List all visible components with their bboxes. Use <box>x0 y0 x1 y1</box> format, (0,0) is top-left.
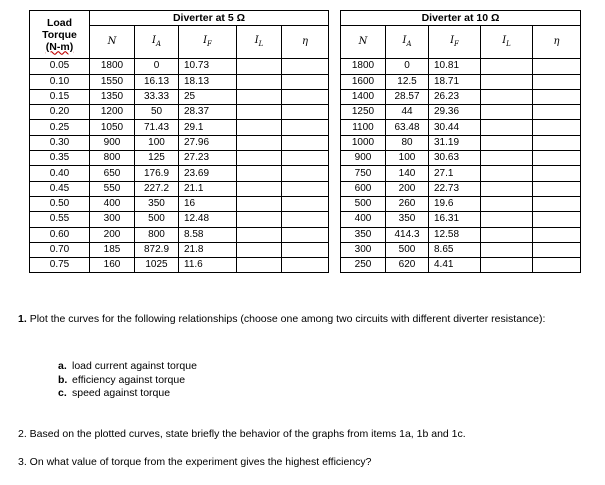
table-cell-ia2: 100 <box>386 151 429 166</box>
table-cell-if2: 26.23 <box>429 89 481 104</box>
table-cell-il1 <box>237 74 282 89</box>
table-cell-n1: 200 <box>90 227 135 242</box>
table-cell-ia1: 176.9 <box>135 166 179 181</box>
table-cell-eta2 <box>533 135 581 150</box>
table-cell-il2 <box>481 120 533 135</box>
table-cell-il1 <box>237 151 282 166</box>
table-cell-ia1: 227.2 <box>135 181 179 196</box>
table-cell-t: 0.35 <box>30 151 90 166</box>
table-cell-t: 0.40 <box>30 166 90 181</box>
table-cell-eta1 <box>282 151 329 166</box>
table-cell-if1: 16 <box>179 196 237 211</box>
load-current-header: $I_L$ <box>481 26 533 59</box>
table-cell-n2: 900 <box>341 151 386 166</box>
table-cell-ia2: 350 <box>386 212 429 227</box>
table-gap <box>329 212 341 227</box>
table-cell-n2: 500 <box>341 196 386 211</box>
table-cell-n1: 1550 <box>90 74 135 89</box>
table-cell-eta2 <box>533 120 581 135</box>
table-row <box>30 242 581 257</box>
table-gap <box>329 181 341 196</box>
question-3: 3. On what value of torque from the experiment gives the highest efficiency? <box>18 456 372 468</box>
table-gap <box>329 135 341 150</box>
table-row <box>30 120 581 135</box>
table-gap <box>329 151 341 166</box>
efficiency-header: η <box>282 26 329 59</box>
table-cell-n1: 185 <box>90 242 135 257</box>
table-gap <box>329 74 341 89</box>
table-cell-n2: 1600 <box>341 74 386 89</box>
table-cell-n2: 300 <box>341 242 386 257</box>
table-row <box>30 135 581 150</box>
table-cell-t: 0.15 <box>30 89 90 104</box>
table-cell-eta2 <box>533 242 581 257</box>
table-cell-eta2 <box>533 105 581 120</box>
table-cell-n2: 600 <box>341 181 386 196</box>
list-item: c. speed against torque <box>58 387 171 399</box>
list-item: a. load current against torque <box>58 360 197 372</box>
table-row <box>30 105 581 120</box>
table-cell-eta2 <box>533 74 581 89</box>
table-gap <box>329 242 341 257</box>
table-cell-ia2: 140 <box>386 166 429 181</box>
table-cell-if1: 29.1 <box>179 120 237 135</box>
table-cell-il2 <box>481 135 533 150</box>
armature-current-header: $I_A$ <box>386 26 429 59</box>
table-cell-eta1 <box>282 227 329 242</box>
table-cell-t: 0.60 <box>30 227 90 242</box>
table-cell-if1: 8.58 <box>179 227 237 242</box>
table-gap <box>329 89 341 104</box>
table-cell-ia1: 872.9 <box>135 242 179 257</box>
table-gap <box>329 227 341 242</box>
table-cell-il2 <box>481 212 533 227</box>
table-cell-n1: 1050 <box>90 120 135 135</box>
table-cell-eta1 <box>282 212 329 227</box>
table-cell-t: 0.50 <box>30 196 90 211</box>
table-cell-t: 0.10 <box>30 74 90 89</box>
table-cell-if1: 25 <box>179 89 237 104</box>
table-cell-eta1 <box>282 59 329 74</box>
table-row <box>30 74 581 89</box>
table-cell-if2: 31.19 <box>429 135 481 150</box>
table-cell-n2: 350 <box>341 227 386 242</box>
table-cell-eta1 <box>282 74 329 89</box>
table-cell-t: 0.45 <box>30 181 90 196</box>
table-cell-il2 <box>481 89 533 104</box>
table-cell-n1: 1200 <box>90 105 135 120</box>
question-1: 1. Plot the curves for the following relationships (choose one among two circuits with different diverter resistance): <box>18 313 546 325</box>
table-cell-il1 <box>237 120 282 135</box>
table-cell-if2: 12.58 <box>429 227 481 242</box>
diverter-10-header: Diverter at 10 Ω <box>341 11 581 26</box>
table-cell-if2: 22.73 <box>429 181 481 196</box>
table-cell-if2: 30.63 <box>429 151 481 166</box>
table-cell-if1: 21.8 <box>179 242 237 257</box>
speed-header: N <box>341 26 386 59</box>
table-cell-ia2: 620 <box>386 258 429 273</box>
table-cell-eta2 <box>533 89 581 104</box>
table-cell-ia1: 50 <box>135 105 179 120</box>
table-cell-il2 <box>481 151 533 166</box>
table-cell-ia2: 63.48 <box>386 120 429 135</box>
table-gap <box>329 196 341 211</box>
table-cell-ia1: 350 <box>135 196 179 211</box>
table-cell-n2: 1800 <box>341 59 386 74</box>
table-cell-ia2: 28.57 <box>386 89 429 104</box>
table-cell-n2: 1100 <box>341 120 386 135</box>
load-current-header: $I_L$ <box>237 26 282 59</box>
table-cell-il1 <box>237 105 282 120</box>
table-cell-ia2: 80 <box>386 135 429 150</box>
table-cell-n1: 550 <box>90 181 135 196</box>
table-row <box>30 89 581 104</box>
table-cell-if2: 19.6 <box>429 196 481 211</box>
field-current-header: $I_F$ <box>429 26 481 59</box>
table-gap <box>329 105 341 120</box>
table-cell-eta1 <box>282 120 329 135</box>
table-cell-if2: 4.41 <box>429 258 481 273</box>
table-cell-eta1 <box>282 181 329 196</box>
table-cell-n2: 250 <box>341 258 386 273</box>
table-cell-n1: 1800 <box>90 59 135 74</box>
list-item: b. efficiency against torque <box>58 373 186 386</box>
table-cell-eta2 <box>533 258 581 273</box>
table-cell-ia1: 100 <box>135 135 179 150</box>
table-cell-ia2: 12.5 <box>386 74 429 89</box>
table-cell-eta1 <box>282 242 329 257</box>
table-cell-il2 <box>481 196 533 211</box>
table-cell-eta2 <box>533 212 581 227</box>
table-cell-eta2 <box>533 196 581 211</box>
table-cell-il2 <box>481 74 533 89</box>
table-cell-if2: 8.65 <box>429 242 481 257</box>
table-cell-if1: 18.13 <box>179 74 237 89</box>
table-cell-t: 0.05 <box>30 59 90 74</box>
table-cell-ia1: 1025 <box>135 258 179 273</box>
table-cell-ia2: 0 <box>386 59 429 74</box>
table-cell-t: 0.75 <box>30 258 90 273</box>
table-cell-n1: 900 <box>90 135 135 150</box>
table-cell-n2: 1250 <box>341 105 386 120</box>
table-cell-il1 <box>237 135 282 150</box>
table-cell-eta2 <box>533 59 581 74</box>
table-cell-il1 <box>237 212 282 227</box>
table-cell-eta1 <box>282 196 329 211</box>
table-cell-if2: 27.1 <box>429 166 481 181</box>
table-cell-t: 0.70 <box>30 242 90 257</box>
table-row <box>30 59 581 74</box>
table-cell-if1: 21.1 <box>179 181 237 196</box>
table-cell-il2 <box>481 258 533 273</box>
diverter-5-header: Diverter at 5 Ω <box>90 11 329 26</box>
table-cell-n2: 400 <box>341 212 386 227</box>
table-cell-ia2: 44 <box>386 105 429 120</box>
table-cell-il1 <box>237 258 282 273</box>
table-gap <box>329 166 341 181</box>
table-cell-t: 0.20 <box>30 105 90 120</box>
table-cell-if1: 12.48 <box>179 212 237 227</box>
table-cell-eta2 <box>533 181 581 196</box>
table-cell-if2: 10.81 <box>429 59 481 74</box>
table-cell-eta2 <box>533 166 581 181</box>
question-2: 2. Based on the plotted curves, state briefly the behavior of the graphs from items 1a, 1b and 1c. <box>18 428 466 440</box>
table-cell-il2 <box>481 181 533 196</box>
table-gap <box>329 11 341 59</box>
table-cell-il1 <box>237 166 282 181</box>
table-cell-if1: 11.6 <box>179 258 237 273</box>
table-cell-n1: 1350 <box>90 89 135 104</box>
table-cell-ia1: 0 <box>135 59 179 74</box>
table-cell-t: 0.30 <box>30 135 90 150</box>
table-cell-eta1 <box>282 135 329 150</box>
table-row <box>30 151 581 166</box>
table-cell-t: 0.25 <box>30 120 90 135</box>
table-gap <box>329 258 341 273</box>
table-cell-il1 <box>237 59 282 74</box>
table-cell-if1: 27.96 <box>179 135 237 150</box>
table-cell-eta1 <box>282 166 329 181</box>
table-cell-eta1 <box>282 105 329 120</box>
table-gap <box>329 59 341 74</box>
table-cell-n2: 750 <box>341 166 386 181</box>
table-cell-ia2: 200 <box>386 181 429 196</box>
table-cell-ia1: 33.33 <box>135 89 179 104</box>
load-torque-header: Load Torque (N-m) <box>30 11 90 59</box>
table-cell-il2 <box>481 59 533 74</box>
table-cell-t: 0.55 <box>30 212 90 227</box>
table-cell-if2: 16.31 <box>429 212 481 227</box>
table-gap <box>329 120 341 135</box>
table-cell-ia2: 500 <box>386 242 429 257</box>
table-cell-ia1: 71.43 <box>135 120 179 135</box>
table-cell-n1: 400 <box>90 196 135 211</box>
table-cell-if1: 10.73 <box>179 59 237 74</box>
table-cell-il1 <box>237 227 282 242</box>
table-cell-n1: 160 <box>90 258 135 273</box>
table-cell-il2 <box>481 242 533 257</box>
table-cell-if2: 30.44 <box>429 120 481 135</box>
experiment-data-table <box>29 10 581 273</box>
table-row <box>30 258 581 273</box>
efficiency-header: η <box>533 26 581 59</box>
table-cell-n1: 650 <box>90 166 135 181</box>
table-cell-n1: 300 <box>90 212 135 227</box>
table-cell-n2: 1000 <box>341 135 386 150</box>
table-cell-eta1 <box>282 258 329 273</box>
field-current-header: $I_F$ <box>179 26 237 59</box>
table-cell-ia2: 414.3 <box>386 227 429 242</box>
table-cell-eta1 <box>282 89 329 104</box>
table-row <box>30 196 581 211</box>
table-row <box>30 166 581 181</box>
table-cell-n2: 1400 <box>341 89 386 104</box>
table-cell-il2 <box>481 166 533 181</box>
table-cell-ia1: 500 <box>135 212 179 227</box>
table-cell-ia1: 125 <box>135 151 179 166</box>
table-cell-if1: 27.23 <box>179 151 237 166</box>
table-cell-il1 <box>237 89 282 104</box>
table-cell-if2: 18.71 <box>429 74 481 89</box>
table-cell-if2: 29.36 <box>429 105 481 120</box>
armature-current-header: $I_A$ <box>135 26 179 59</box>
table-cell-if1: 23.69 <box>179 166 237 181</box>
table-cell-il1 <box>237 196 282 211</box>
table-row <box>30 227 581 242</box>
table-cell-ia2: 260 <box>386 196 429 211</box>
table-cell-il2 <box>481 105 533 120</box>
table-cell-eta2 <box>533 151 581 166</box>
table-cell-il1 <box>237 242 282 257</box>
table-cell-if1: 28.37 <box>179 105 237 120</box>
table-cell-il2 <box>481 227 533 242</box>
table-row <box>30 212 581 227</box>
table-cell-n1: 800 <box>90 151 135 166</box>
table-cell-ia1: 16.13 <box>135 74 179 89</box>
speed-header: N <box>90 26 135 59</box>
table-row <box>30 181 581 196</box>
table-cell-il1 <box>237 181 282 196</box>
question-1-items <box>58 360 197 401</box>
table-cell-ia1: 800 <box>135 227 179 242</box>
table-cell-eta2 <box>533 227 581 242</box>
